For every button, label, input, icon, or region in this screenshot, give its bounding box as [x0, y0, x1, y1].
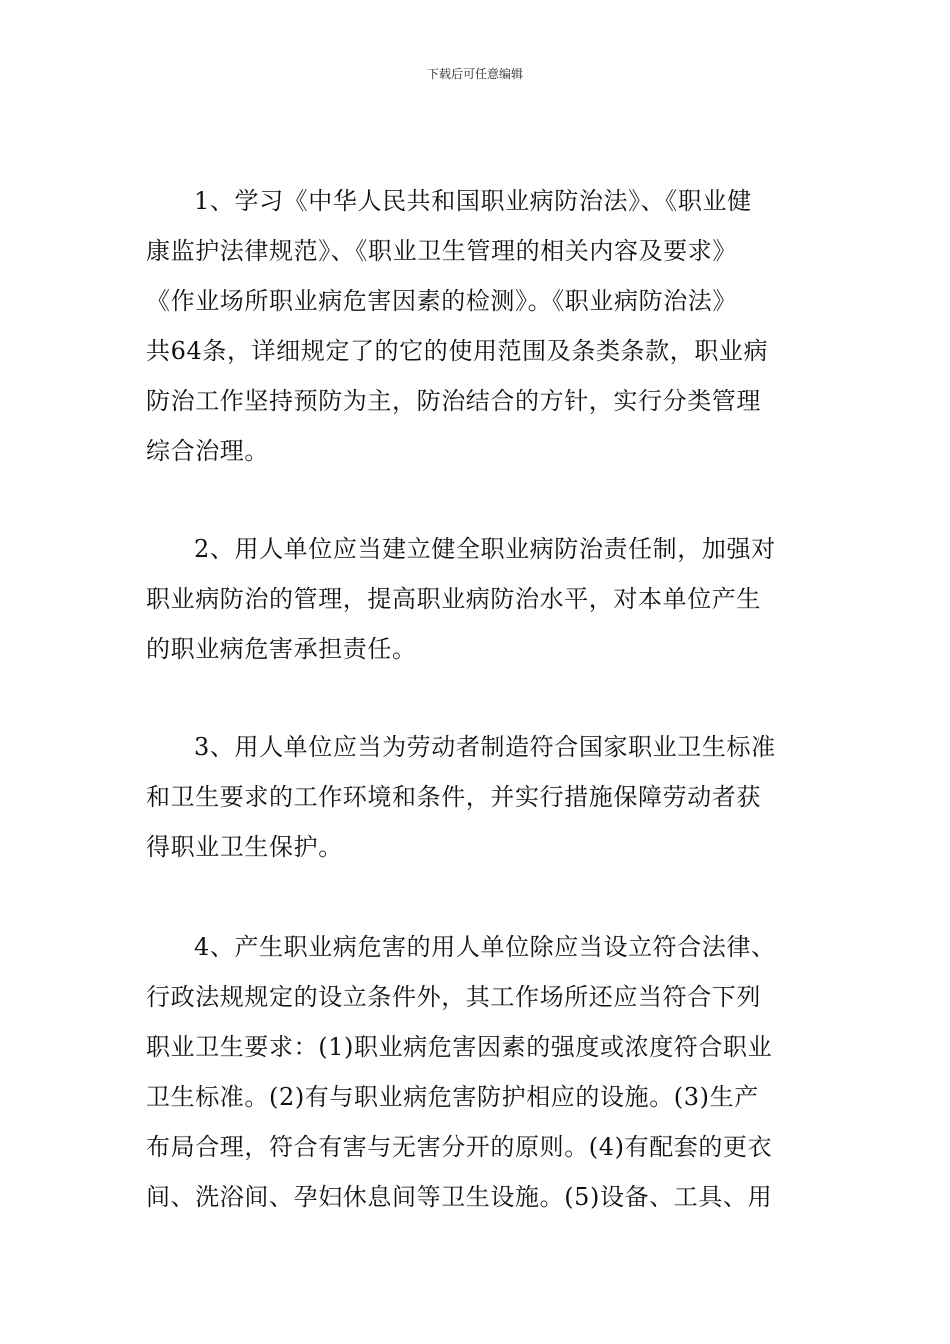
page-header: 下载后可任意编辑 — [426, 67, 523, 81]
paragraph-line: 综合治理。 — [146, 437, 269, 465]
paragraph-4 — [146, 922, 808, 1222]
paragraph-line: 共64条，详细规定了的它的使用范围及条类条款，职业病 — [146, 337, 769, 365]
paragraph-3 — [146, 722, 808, 872]
paragraph-line: 间、洗浴间、孕妇休息间等卫生设施。(5)设备、工具、用 — [146, 1183, 773, 1211]
paragraph-line: 2、用人单位应当建立健全职业病防治责任制，加强对 — [194, 535, 776, 563]
paragraph-line: 《作业场所职业病危害因素的检测》。《职业病防治法》 — [146, 287, 737, 315]
paragraph-line: 职业卫生要求：(1)职业病危害因素的强度或浓度符合职业 — [146, 1033, 773, 1061]
paragraph-1 — [146, 176, 808, 476]
paragraph-2 — [146, 524, 808, 674]
paragraph-line: 3、用人单位应当为劳动者制造符合国家职业卫生标准 — [194, 733, 776, 761]
paragraph-line: 得职业卫生保护。 — [146, 833, 343, 861]
paragraph-line: 和卫生要求的工作环境和条件，并实行措施保障劳动者获 — [146, 783, 761, 811]
paragraph-line: 职业病防治的管理，提高职业病防治水平，对本单位产生 — [146, 585, 761, 613]
paragraph-line: 4、产生职业病危害的用人单位除应当设立符合法律、 — [194, 933, 776, 961]
paragraph-line: 防治工作坚持预防为主，防治结合的方针，实行分类管理 — [146, 387, 761, 415]
paragraph-line: 行政法规规定的设立条件外，其工作场所还应当符合下列 — [146, 983, 761, 1011]
paragraph-line: 卫生标准。(2)有与职业病危害防护相应的设施。(3)生产 — [146, 1083, 759, 1111]
paragraph-line: 1、学习《中华人民共和国职业病防治法》、《职业健 — [194, 187, 752, 215]
paragraph-line: 布局合理，符合有害与无害分开的原则。(4)有配套的更衣 — [146, 1133, 773, 1161]
paragraph-line: 的职业病危害承担责任。 — [146, 635, 417, 663]
paragraph-line: 康监护法律规范》、《职业卫生管理的相关内容及要求》 — [146, 237, 737, 265]
